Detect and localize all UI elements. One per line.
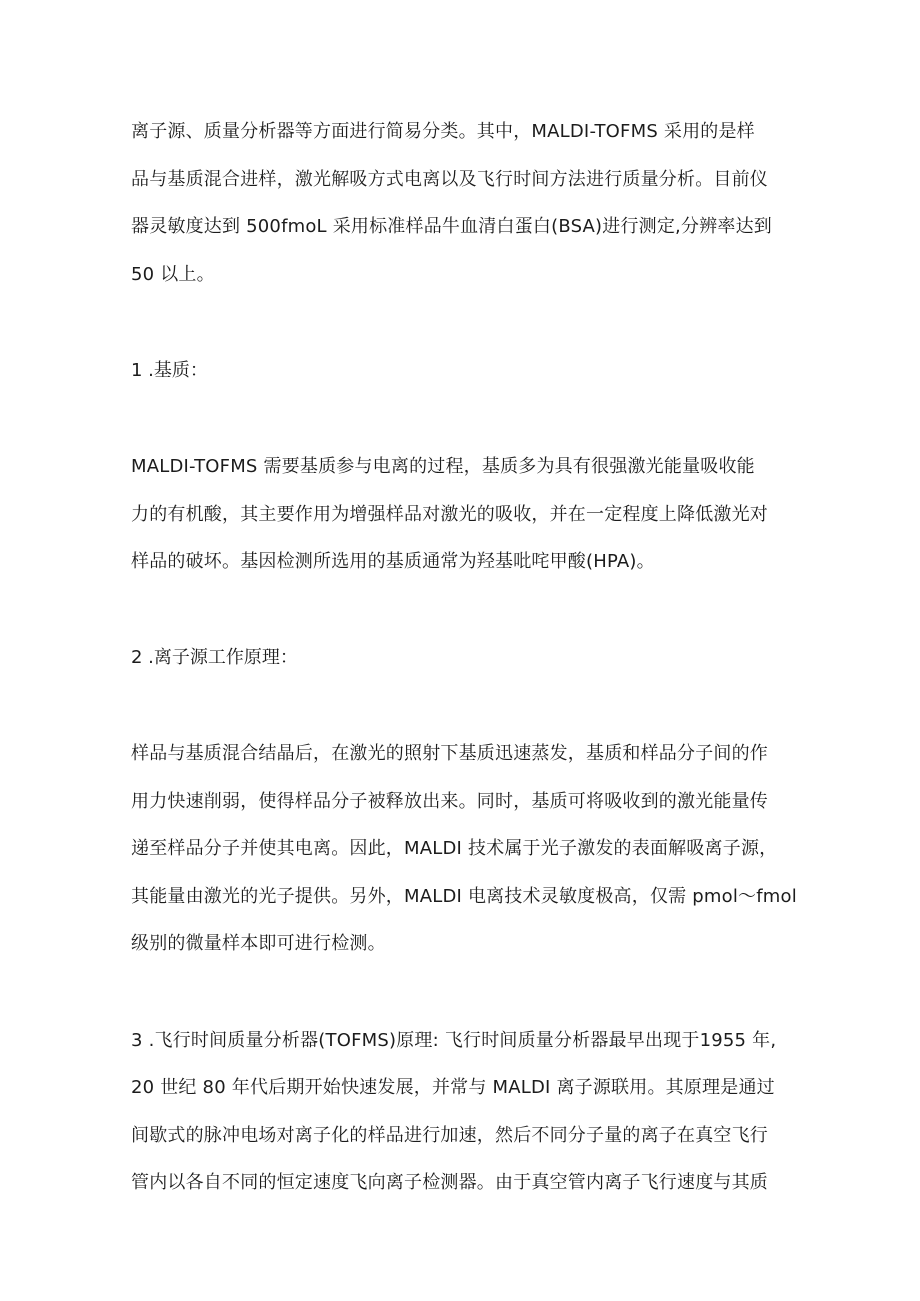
paragraph-line: 样品的破坏。基因检测所选用的基质通常为羟基吡咤甲酸(HPA)。: [131, 551, 655, 572]
paragraph-line: 力的有机酸，其主要作用为增强样品对激光的吸收，并在一定程度上降低激光对: [131, 504, 768, 525]
section-heading-matrix: 1 .基质：: [131, 360, 208, 381]
paragraph-line: 20 世纪 80 年代后期开始快速发展，并常与 MALDI 离子源联用。其原理是通过: [131, 1077, 775, 1098]
section-heading-ion-source: 2 .离子源工作原理：: [131, 647, 298, 668]
paragraph-line: 管内以各自不同的恒定速度飞向离子检测器。由于真空管内离子飞行速度与其质: [131, 1172, 768, 1193]
paragraph-line: 级别的微量样本即可进行检测。: [131, 933, 386, 954]
paragraph-line: MALDI-TOFMS 需要基质参与电离的过程，基质多为具有很强激光能量吸收能: [131, 456, 755, 477]
paragraph-line: 器灵敏度达到 500fmoL 采用标准样品牛血清白蛋白(BSA)进行测定,分辨率达到: [131, 216, 772, 237]
paragraph-line: 递至样品分子并使其电离。因此，MALDI 技术属于光子激发的表面解吸离子源，: [131, 838, 778, 859]
paragraph-line: 品与基质混合进样，激光解吸方式电离以及飞行时间方法进行质量分析。目前仪: [131, 169, 768, 190]
paragraph-line: 样品与基质混合结晶后，在激光的照射下基质迅速蒸发，基质和样品分子间的作: [131, 743, 768, 764]
paragraph-line: 离子源、质量分析器等方面进行简易分类。其中，MALDI-TOFMS 采用的是样: [131, 121, 755, 142]
section-3-line: 3 .飞行时间质量分析器(TOFMS)原理: 飞行时间质量分析器最早出现于1955 年,: [131, 1030, 777, 1051]
paragraph-line: 50 以上。: [131, 264, 215, 285]
paragraph-line: 间歇式的脉冲电场对离子化的样品进行加速，然后不同分子量的离子在真空飞行: [131, 1125, 768, 1146]
paragraph-line: 其能量由激光的光子提供。另外，MALDI 电离技术灵敏度极高，仅需 pmol〜fmol: [131, 886, 797, 907]
paragraph-line: 用力快速削弱，使得样品分子被释放出来。同时，基质可将吸收到的激光能量传: [131, 791, 768, 812]
